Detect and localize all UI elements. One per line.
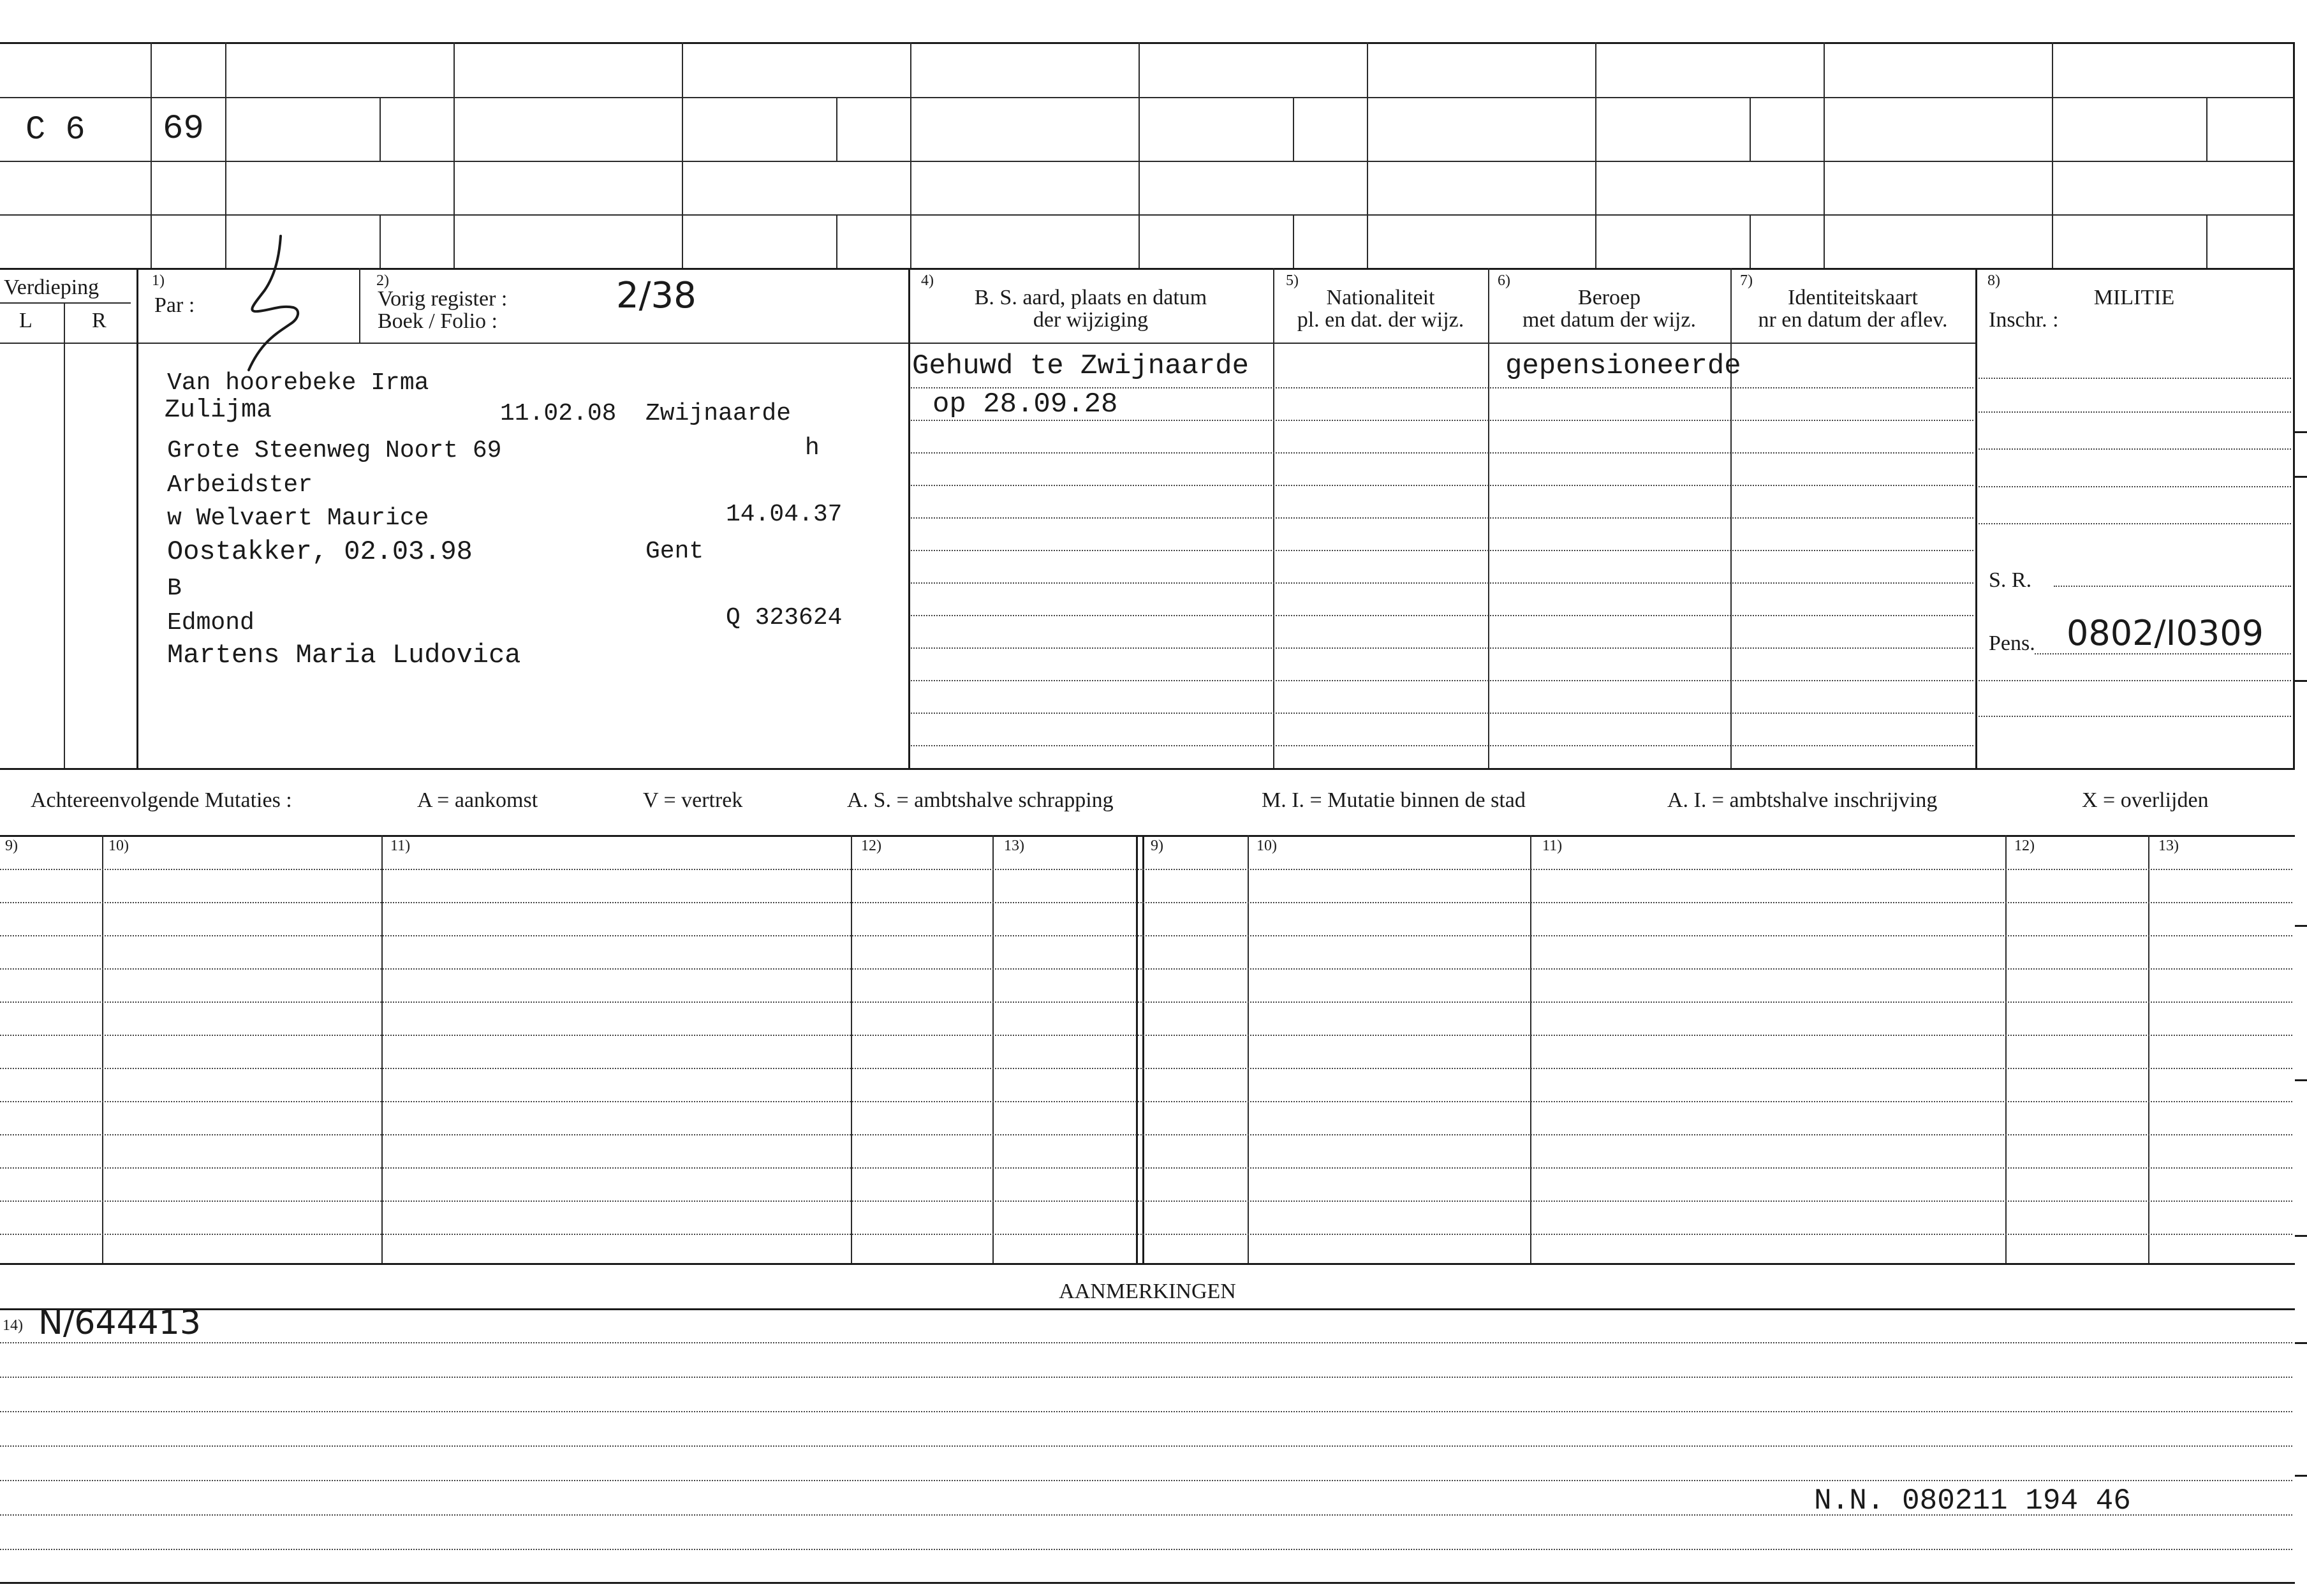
national-number: N.N. 080211 194 46	[1814, 1484, 2131, 1518]
spouse-name: w Welvaert Maurice	[167, 505, 429, 532]
remarks-title: AANMERKINGEN	[1059, 1280, 1236, 1303]
signature-mark	[230, 230, 325, 376]
mother-name: Martens Maria Ludovica	[167, 640, 521, 670]
origin: Oostakker, 02.03.98	[167, 536, 473, 567]
bs-entry-line2: op 28.09.28	[932, 388, 1118, 420]
footnote-4: 4)	[921, 272, 934, 289]
id-code: Q 323624	[726, 604, 843, 632]
legend-overlijden: X = overlijden	[2082, 788, 2209, 812]
vorig-register-value: 2/38	[616, 275, 697, 316]
code-b: B	[167, 575, 182, 602]
legend-ambtshalve-inschrijving: A. I. = ambtshalve inschrijving	[1667, 788, 1938, 812]
occupation: Arbeidster	[167, 471, 313, 499]
address: Grote Steenweg Noort 69	[167, 437, 502, 464]
beroep-header: Beroep	[1577, 286, 1641, 309]
mutation-header-10: 10)	[108, 838, 129, 854]
spouse-date: 14.04.37	[726, 501, 843, 528]
footnote-7: 7)	[1740, 272, 1753, 289]
bs-header-line1: B. S. aard, plaats en datum	[974, 286, 1207, 309]
beroep-subheader: met datum der wijz.	[1522, 308, 1696, 332]
nationaliteit-header: Nationaliteit	[1326, 286, 1435, 309]
mutation-header-13: 13)	[1004, 838, 1024, 854]
mutation-header-12b: 12)	[2014, 838, 2035, 854]
verdieping-header: Verdieping	[4, 276, 100, 299]
footnote-1: 1)	[152, 272, 165, 289]
remarks-note: N/644413	[38, 1304, 201, 1342]
vorig-register-label: Vorig register :	[378, 287, 508, 311]
identiteitskaart-subheader: nr en datum der aflev.	[1758, 308, 1948, 332]
origin-city: Gent	[645, 538, 704, 565]
militie-header: MILITIE	[2093, 286, 2175, 309]
footnote-8: 8)	[1987, 272, 2000, 289]
footnote-2: 2)	[376, 272, 389, 289]
pens-label: Pens.	[1989, 632, 2035, 655]
pens-number: 0802/I0309	[2067, 613, 2264, 653]
mutation-header-13b: 13)	[2158, 838, 2179, 854]
boek-folio-label: Boek / Folio :	[378, 309, 498, 333]
person-name: Van hoorebeke Irma	[167, 369, 429, 397]
legend-mutatie-binnen-stad: M. I. = Mutatie binnen de stad	[1262, 788, 1526, 812]
mutation-header-11: 11)	[390, 838, 411, 854]
register-block-code: C 6	[26, 111, 85, 149]
father-name: Edmond	[167, 609, 254, 637]
bs-entry-line1: Gehuwd te Zwijnaarde	[912, 350, 1249, 382]
footnote-6: 6)	[1498, 272, 1510, 289]
person-second-name: Zulijma	[165, 396, 272, 425]
left-side-header: L	[19, 309, 33, 332]
mutation-header-12: 12)	[861, 838, 881, 854]
legend-aankomst: A = aankomst	[417, 788, 538, 812]
legend-vertrek: V = vertrek	[643, 788, 743, 812]
sr-label: S. R.	[1989, 568, 2032, 592]
par-label: Par :	[154, 293, 195, 317]
mutation-header-9b: 9)	[1151, 838, 1163, 854]
legend-title: Achtereenvolgende Mutaties :	[31, 788, 292, 812]
mutation-header-10b: 10)	[1257, 838, 1277, 854]
right-side-header: R	[92, 309, 107, 332]
footnote-5: 5)	[1286, 272, 1299, 289]
identiteitskaart-header: Identiteitskaart	[1788, 286, 1918, 309]
mutation-header-9: 9)	[5, 838, 18, 854]
bs-header-line2: der wijziging	[1033, 308, 1149, 332]
birth-place: Zwijnaarde	[645, 400, 792, 427]
birth-date: 11.02.08	[500, 400, 617, 427]
legend-ambtshalve-schrapping: A. S. = ambtshalve schrapping	[847, 788, 1114, 812]
inschr-label: Inschr. :	[1989, 308, 2059, 332]
footnote-14: 14)	[3, 1317, 23, 1334]
address-code: h	[805, 434, 820, 462]
mutation-header-11b: 11)	[1542, 838, 1563, 854]
beroep-entry: gepensioneerde	[1505, 350, 1741, 382]
register-house-number: 69	[163, 110, 204, 149]
nationaliteit-subheader: pl. en dat. der wijz.	[1297, 308, 1464, 332]
